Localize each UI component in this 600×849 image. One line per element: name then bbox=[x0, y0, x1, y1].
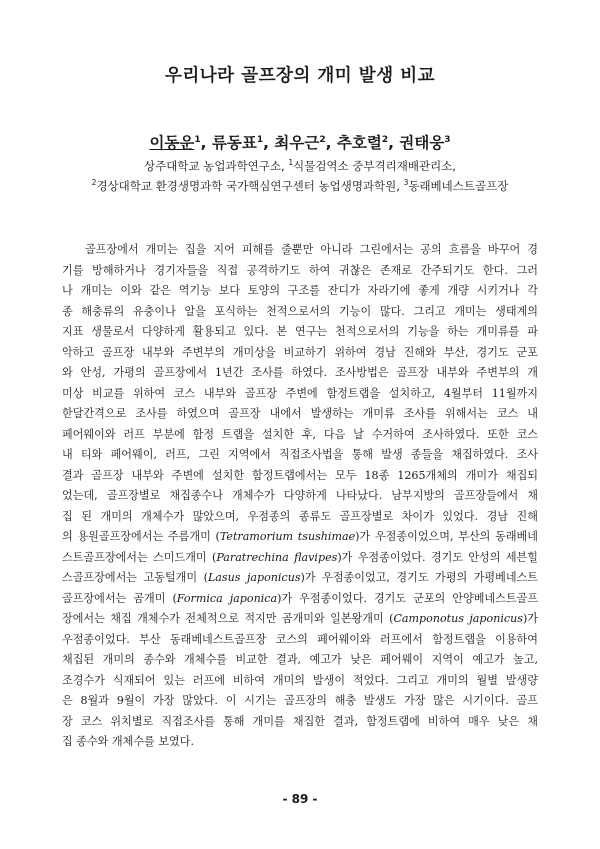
author-name: 추호렬 bbox=[336, 134, 382, 152]
author-name: 권태웅 bbox=[399, 134, 445, 152]
abstract-line: 의 용원골프장에서는 주름개미 (Tetramorium tsushimae)가 우점종이었으며, 부산의 동래베네 bbox=[62, 530, 538, 543]
author-separator: , bbox=[200, 134, 212, 152]
abstract-line: 스골프장에서는 고동털개미 (Lasus japonicus)가 우점종이었고, 경기도 가평의 가평베네스트 bbox=[62, 571, 539, 584]
abstract-line: 결과 골프장 내부와 주변에 설치한 함정트랩에서는 모두 18종 1265개체의 개미가 채집되 bbox=[62, 468, 538, 482]
abstract-line: 기를 방해하거나 경기자들을 직접 공격하기도 하여 귀찮은 존재로 간주되기도 한다. 그러 bbox=[62, 263, 538, 277]
author-affiliation-mark: 2 bbox=[319, 134, 326, 145]
species-name: Paratrechina flavipes bbox=[216, 550, 338, 564]
abstract-line: 집 종수와 개체수를 보였다. bbox=[62, 735, 194, 748]
abstract-line: 채집된 개미의 종수와 개체수를 비교한 결과, 예고가 낮은 페어웨이 지역이 예고가 높고, bbox=[62, 653, 538, 666]
abstract-line: 은 8월과 9월이 가장 많았다. 이 시기는 골프장의 해충 발생도 가장 많은 시기이다. 골프 bbox=[62, 694, 538, 707]
affiliation-line-2 bbox=[0, 178, 600, 194]
author-separator: , bbox=[388, 134, 400, 152]
species-name: Tetramorium tsushimae bbox=[219, 530, 356, 543]
affiliation-line-1 bbox=[0, 158, 600, 174]
species-name: Camponotus japonicus bbox=[393, 612, 523, 625]
page-number: - 89 - bbox=[282, 792, 318, 806]
author-separator: , bbox=[325, 134, 337, 152]
species-name: Lasus japonicus bbox=[207, 571, 301, 584]
author-affiliation-mark: 2 bbox=[381, 134, 389, 145]
abstract-line: 장 코스 위치별로 직접조사를 통해 개미를 채집한 결과, 함정트랩에 비하여 매우 낮은 채 bbox=[62, 714, 538, 728]
abstract-line: 나 개미는 이와 같은 역기능 보다 토양의 구조를 잔디가 자라기에 좋게 개량 시키거나 각 bbox=[62, 284, 538, 297]
author-separator: , bbox=[263, 134, 275, 152]
affiliation-text: 식물검역소 중부격리재배관리소, bbox=[293, 159, 456, 173]
author-affiliation-mark: 1 bbox=[256, 134, 264, 145]
author-list bbox=[0, 131, 600, 153]
affiliation-mark: 2 bbox=[91, 178, 97, 188]
abstract-body bbox=[62, 240, 538, 753]
author-name: 류동표 bbox=[211, 134, 257, 152]
abstract-line: 지표 생물로서 다양하게 활용되고 있다. 본 연구는 천적으로서의 기능을 하는 개미류를 파 bbox=[62, 325, 538, 338]
abstract-line: 었는데, 골프장별로 채집종수나 개체수가 다양하게 나타났다. 남부지방의 골프장들에서 채 bbox=[62, 489, 538, 502]
affiliation-text: 경상대학교 환경생명과학 국가핵심연구센터 농업생명과학원, bbox=[96, 179, 404, 193]
abstract-line: 와 안성, 가평의 골프장에서 1년간 조사를 하였다. 조사방법은 골프장 내부와 주변부의 개 bbox=[62, 366, 538, 379]
abstract-line: 페어웨이와 러프 부분에 함정 트랩을 설치한 후, 다음 날 수거하여 조사하였다. 또한 코스 bbox=[62, 427, 538, 441]
abstract-line: 우점종이었다. 부산 동래베네스트골프장 코스의 페어웨이와 러프에서 함정트랩을 이용하여 bbox=[62, 632, 538, 646]
author-name: 이동운 bbox=[149, 134, 195, 152]
abstract-line: 스트골프장에서는 스미드개미 (Paratrechina flavipes)가 우점종이었다. 경기도 안성의 세븐힐 bbox=[62, 550, 538, 564]
affiliation-mark: 3 bbox=[403, 178, 409, 188]
abstract-line: 집 된 개미의 개체수가 많았으며, 우점종의 종류도 골프장별로 차이가 있었다. 경남 진해 bbox=[62, 509, 538, 523]
abstract-line: 종 해충류의 유충이나 알을 포식하는 천적으로서의 기능이 많다. 그리고 개미는 생태계의 bbox=[62, 304, 538, 318]
abstract-line: 골프장에서는 곰개미 (Formica japonica)가 우점종이었다. 경기도 군포의 안양베네스트골프 bbox=[62, 591, 538, 605]
affiliation-text: 상주대학교 농업과학연구소, bbox=[144, 159, 289, 173]
author-affiliation-mark: 1 bbox=[194, 134, 201, 145]
abstract-line: 한달간격으로 조사를 하였으며 골프장 내에서 발생하는 개미류 조사를 위해서는 코스 내 bbox=[62, 407, 538, 420]
abstract-line: 악하고 골프장 내부와 주변부의 개미상을 비교하기 위하여 경남 진해와 부산, 경기도 군포 bbox=[62, 345, 538, 359]
paper-title: 우리나라 골프장의 개미 발생 비교 bbox=[164, 66, 436, 86]
abstract-line: 조경수가 식재되어 있는 러프에 비하여 개미의 발생이 적었다. 그리고 개미의 월별 발생량 bbox=[62, 673, 538, 687]
affiliation-text: 동래베네스트골프장 bbox=[408, 179, 509, 193]
abstract-line: 장에서는 채집 개체수가 전체적으로 적지만 곰개미와 일본왕개미 (Camponotus japonicus)가 bbox=[62, 612, 538, 625]
abstract-line: 내 티와 페어웨이, 러프, 그린 지역에서 직접조사법을 통해 발생 종들을 채집하였다. 조사 bbox=[62, 448, 538, 461]
abstract-line: 골프장에서 개미는 집을 지어 피해를 줄뿐만 아니라 그린에서는 공의 흐름을 바꾸어 경 bbox=[85, 243, 538, 256]
affiliation-mark: 1 bbox=[288, 158, 294, 168]
abstract-line: 미상 비교를 위하여 코스 내부와 골프장 주변에 함정트랩을 설치하고, 4월부터 11월까지 bbox=[62, 386, 538, 400]
author-affiliation-mark: 3 bbox=[444, 134, 451, 145]
author-name: 최우근 bbox=[274, 134, 320, 152]
species-name: Formica japonica bbox=[176, 591, 278, 605]
